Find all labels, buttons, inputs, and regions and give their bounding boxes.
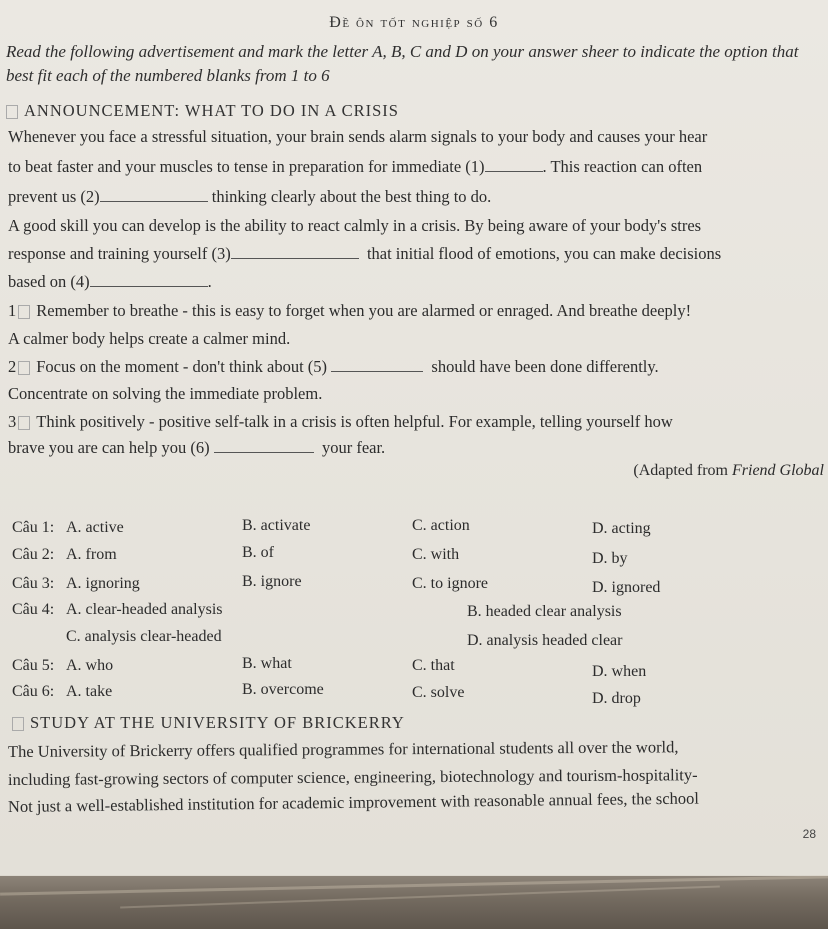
section-heading-university [12,713,405,733]
passage-line-3: prevent us (2) thinking clearly about the best thing to do. [8,187,492,206]
option-a[interactable]: A. active [66,519,124,536]
checkbox-square [18,361,30,375]
page-number: 28 [802,827,816,841]
option-c[interactable]: C. analysis clear-headed [66,628,222,645]
option-b[interactable]: B. headed clear analysis [467,603,622,620]
option-a[interactable]: A. take [66,683,113,700]
passage-line-6: based on (4) . [8,272,212,291]
passage-line-10: Concentrate on solving the immediate problem. [8,384,323,403]
section-heading-announcement [6,101,399,121]
option-d[interactable]: D. acting [592,520,651,537]
option-b[interactable]: B. what [242,655,292,672]
option-c[interactable]: C. with [412,546,460,563]
blank-4 [90,274,208,287]
option-a[interactable]: A. clear-headed analysis [66,601,223,618]
checkbox-square [18,305,30,319]
passage-line-9: 2 Focus on the moment - don't think about (5) should have been done differently. [8,357,659,376]
blank-1 [485,159,543,172]
question-label: Câu 4: [12,601,55,618]
option-b[interactable]: B. ignore [242,573,302,590]
question-label: Câu 1: [12,519,55,536]
checkbox-square [18,416,30,430]
instructions: Read the following advertisement and mark the letter A, B, C and D on your answer sheer to indicate the option that best fit each of the numbered blanks from 1 to 6 [6,42,799,85]
checkbox-square [6,105,18,119]
option-d[interactable]: D. analysis headed clear [467,632,623,649]
blank-5 [331,359,423,372]
option-d[interactable]: D. ignored [592,579,661,596]
option-b[interactable]: B. overcome [242,681,324,698]
blank-3 [231,246,359,259]
option-d[interactable]: D. by [592,550,628,567]
page-title: Đề ôn tốt nghiệp số 6 [329,14,499,31]
checkbox-square [12,717,24,731]
option-b[interactable]: B. of [242,544,274,561]
section-heading-text: ANNOUNCEMENT: WHAT TO DO IN A CRISIS [24,101,399,120]
blank-2 [100,189,208,202]
passage-line-12: brave you are can help you (6) your fear. [8,438,386,457]
option-a[interactable]: A. who [66,657,114,674]
option-c[interactable]: C. action [412,517,470,534]
passage2-line-3: Not just a well-established institution for academic improvement with reasonable annual fees, the school [7,788,700,816]
option-b[interactable]: B. activate [242,517,311,534]
section-heading-text: STUDY AT THE UNIVERSITY OF BRICKERRY [30,713,405,732]
question-label: Câu 5: [12,657,55,674]
option-a[interactable]: A. from [66,546,117,563]
passage-line-5: response and training yourself (3) that initial flood of emotions, you can make decisions [8,244,722,263]
source-citation: (Adapted from Friend Global [633,462,824,479]
passage-line-8: A calmer body helps create a calmer mind. [8,329,291,348]
option-d[interactable]: D. drop [592,690,641,707]
passage-line-1: Whenever you face a stressful situation, your brain sends alarm signals to your body and causes your hear [8,127,708,146]
option-c[interactable]: C. to ignore [412,575,488,592]
passage2-line-1: The University of Brickerry offers qualified programmes for international students all over the world, [7,737,679,761]
passage-line-11: 3 Think positively - positive self-talk in a crisis is often helpful. For example, telling yourself how [8,412,673,431]
option-d[interactable]: D. when [592,663,647,680]
passage2-line-2: including fast-growing sectors of computer science, engineering, biotechnology and tourism-hospitality- [7,765,698,789]
option-a[interactable]: A. ignoring [66,575,140,592]
table-surface [0,876,828,929]
question-label: Câu 3: [12,575,55,592]
passage-line-2: to beat faster and your muscles to tense in preparation for immediate (1) . This reaction can often [8,157,703,176]
passage-line-4: A good skill you can develop is the ability to react calmly in a crisis. By being aware of your body's stres [8,216,702,235]
passage-line-7: 1 Remember to breathe - this is easy to forget when you are alarmed or enraged. And breathe deeply! [8,301,692,320]
blank-6 [214,440,314,453]
option-c[interactable]: C. solve [412,684,465,701]
option-c[interactable]: C. that [412,657,455,674]
question-label: Câu 6: [12,683,55,700]
question-label: Câu 2: [12,546,55,563]
